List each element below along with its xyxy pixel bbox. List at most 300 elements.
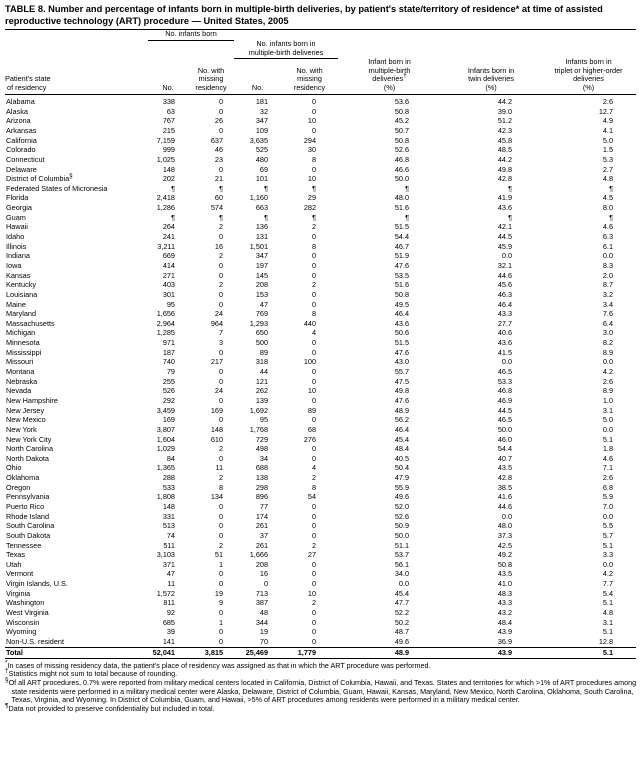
table-row: [5, 175, 636, 185]
row-pct-triplet: 3.1: [602, 617, 614, 627]
table-row: [5, 580, 636, 590]
row-pct-twin: 38.5: [497, 482, 513, 492]
row-infants-born: 811: [163, 598, 175, 608]
row-multiple-birth-infants: 713: [255, 588, 269, 598]
row-state-name: Nebraska: [6, 376, 38, 386]
header-state-line1: Patient's state: [5, 74, 51, 84]
row-multiple-birth-infants: 139: [255, 395, 269, 405]
row-multiple-birth-infants: 77: [259, 501, 269, 511]
footnote-text: Data not provided to preserve confidentiality but included in total.: [8, 703, 215, 713]
row-multiple-birth-missing: 0: [311, 338, 317, 348]
row-pct-multiple-birth: 46.4: [394, 424, 410, 434]
row-multiple-birth-missing: 276: [303, 434, 317, 444]
table-row: [5, 146, 636, 156]
row-pct-multiple-birth: 48.7: [394, 627, 410, 637]
row-infants-born: 11: [167, 579, 175, 589]
row-multiple-birth-infants: 70: [259, 636, 269, 646]
row-infants-born: 95: [166, 299, 175, 309]
row-state-name: South Carolina: [6, 521, 55, 531]
row-infants-born-missing: 0: [218, 530, 224, 540]
row-multiple-birth-infants: 101: [255, 174, 269, 184]
header-group-gap4: [441, 30, 541, 40]
row-infants-born: 215: [162, 126, 175, 135]
row-multiple-birth-infants: 1,160: [249, 193, 269, 203]
row-state-name: Delaware: [6, 164, 37, 174]
row-pct-triplet: 5.5: [602, 521, 614, 531]
row-multiple-birth-infants: 1,293: [249, 318, 269, 328]
row-pct-multiple-birth: 47.9: [394, 473, 410, 483]
row-pct-triplet: 4.6: [602, 222, 614, 232]
row-infants-born: 1,604: [156, 434, 175, 444]
header-pct-multiple: [338, 58, 441, 94]
row-multiple-birth-missing: 30: [307, 145, 317, 155]
row-infants-born: 292: [162, 395, 175, 405]
table-row: [5, 204, 636, 214]
row-multiple-birth-missing: 0: [311, 270, 317, 280]
row-infants-born-missing: 24: [214, 309, 224, 319]
row-infants-born: 1,572: [156, 588, 175, 598]
row-infants-born-missing: 0: [218, 270, 224, 280]
row-pct-triplet: 6.3: [602, 232, 614, 242]
row-state-name: Nevada: [6, 386, 32, 396]
row-pct-triplet: 3.2: [602, 289, 614, 299]
row-pct-triplet: 7.1: [602, 463, 614, 473]
row-pct-triplet: 12.8: [598, 636, 614, 646]
table-row: [5, 541, 636, 551]
row-state-name: California: [6, 135, 37, 145]
row-infants-born-missing: 2: [218, 251, 224, 261]
row-infants-born-missing: 0: [218, 299, 224, 309]
row-pct-twin: 43.6: [497, 338, 513, 348]
row-pct-twin: 45.8: [497, 135, 513, 145]
row-pct-triplet: 3.4: [602, 299, 614, 309]
row-multiple-birth-infants: 896: [255, 492, 269, 502]
row-pct-multiple-birth: 40.5: [394, 453, 410, 463]
table-row: [5, 589, 636, 599]
row-pct-triplet: 7.6: [602, 309, 614, 319]
row-infants-born: 47: [166, 569, 175, 579]
row-multiple-birth-infants: 16: [259, 569, 269, 579]
row-multiple-birth-infants: 47: [259, 299, 269, 309]
header-missing2-line1: No. with: [296, 65, 323, 75]
row-pct-triplet: 7.7: [602, 579, 614, 589]
row-infants-born-missing: 134: [210, 492, 224, 502]
row-multiple-birth-missing: 440: [303, 318, 317, 328]
row-state-name: Alaska: [6, 106, 28, 116]
table-row: [5, 184, 636, 194]
row-infants-born: 999: [162, 145, 175, 155]
row-infants-born: 1,029: [156, 444, 175, 454]
row-pct-triplet: ¶: [609, 183, 614, 193]
row-pct-multiple-birth: 51.5: [394, 338, 410, 348]
row-infants-born: 84: [166, 453, 175, 463]
row-multiple-birth-missing: 0: [311, 251, 317, 261]
row-pct-twin: 36.9: [497, 636, 513, 646]
header-missing-residency-1: [188, 58, 234, 94]
row-infants-born: 141: [162, 636, 175, 646]
row-pct-twin: 46.0: [497, 434, 513, 444]
row-pct-triplet: 6.1: [602, 241, 614, 251]
row-state-name: South Dakota: [6, 530, 51, 540]
row-pct-multiple-birth: 51.1: [394, 540, 410, 550]
row-pct-multiple-birth: 45.4: [394, 588, 410, 598]
row-pct-triplet: 1.8: [602, 444, 614, 454]
row-pct-multiple-birth: 46.4: [394, 309, 410, 319]
row-infants-born: 2,964: [156, 318, 175, 328]
row-state-name: Wisconsin: [6, 617, 40, 627]
row-pct-multiple-birth: 51.6: [394, 203, 410, 213]
table-header: [5, 30, 636, 98]
row-state-name: Virginia: [6, 588, 31, 598]
row-multiple-birth-missing: 0: [311, 415, 317, 425]
row-pct-triplet: 6.8: [602, 482, 614, 492]
row-multiple-birth-missing: 4: [311, 463, 317, 473]
row-pct-multiple-birth: 47.5: [394, 376, 410, 386]
row-pct-twin: 43.5: [497, 569, 513, 579]
row-pct-multiple-birth: 51.5: [394, 222, 410, 232]
row-multiple-birth-missing: 0: [311, 608, 317, 618]
row-state-name: Wyoming: [6, 627, 37, 637]
row-pct-multiple-birth: 49.6: [394, 636, 410, 646]
table-row: [5, 136, 636, 146]
row-pct-triplet: 3.3: [602, 550, 614, 560]
header-pct-multiple-line2: multiple-birth: [368, 65, 411, 75]
table-row: [5, 570, 636, 580]
row-pct-triplet: 0.0: [602, 251, 614, 261]
row-infants-born-missing: 1: [218, 559, 224, 569]
header-pct-twin: [441, 58, 541, 94]
row-pct-twin: ¶: [508, 183, 513, 193]
row-pct-twin: 44.5: [497, 405, 513, 415]
row-state-name: Georgia: [6, 203, 32, 213]
header-pct-multiple-footnote-mark: †: [403, 72, 407, 80]
row-multiple-birth-missing: 10: [307, 386, 317, 396]
row-multiple-birth-missing: ¶: [312, 183, 317, 193]
row-state-name: Hawaii: [6, 222, 28, 232]
row-pct-twin: 46.3: [497, 289, 513, 299]
header-group-infants-born: No. infants born: [148, 30, 234, 40]
row-multiple-birth-missing: 2: [311, 473, 317, 483]
row-multiple-birth-missing: 0: [311, 559, 317, 569]
row-infants-born-missing: 2: [218, 222, 224, 232]
row-state-name: Washington: [6, 598, 45, 608]
row-multiple-birth-infants: 261: [255, 540, 269, 550]
row-pct-multiple-birth: 52.6: [394, 511, 410, 521]
row-infants-born-missing: 24: [214, 386, 224, 396]
row-state-name: Vermont: [6, 569, 34, 579]
row-pct-triplet: 5.1: [602, 434, 614, 444]
row-infants-born-missing: 637: [210, 135, 224, 145]
table-row: [5, 435, 636, 445]
row-multiple-birth-missing: 29: [307, 193, 317, 203]
row-infants-born: 148: [162, 501, 175, 511]
row-state-name: New York City: [6, 434, 52, 444]
table-row: [5, 310, 636, 320]
row-infants-born-missing: 0: [218, 521, 224, 531]
row-multiple-birth-missing: 0: [311, 511, 317, 521]
row-pct-twin: 46.5: [497, 415, 513, 425]
row-pct-multiple-birth: 46.8: [394, 154, 410, 164]
header-missing1-line2: missing: [198, 74, 224, 84]
row-pct-multiple-birth: 50.6: [394, 328, 410, 338]
header-sub-gap5: [541, 40, 636, 58]
row-infants-born-missing: 2: [218, 280, 224, 290]
header-pct-twin-line1: Infants born in: [467, 65, 515, 75]
table-row: [5, 628, 636, 638]
row-state-name: Alabama: [6, 97, 35, 107]
header-sub-gap2: [188, 40, 234, 58]
row-infants-born: 264: [162, 222, 175, 232]
footnote-mark: *: [5, 659, 8, 667]
table-total-row: [5, 648, 636, 659]
row-pct-twin: 0.0: [501, 511, 513, 521]
row-infants-born: 685: [162, 617, 175, 627]
row-infants-born: 403: [162, 280, 175, 290]
total-infants-born-missing: 3,815: [188, 648, 234, 659]
row-multiple-birth-missing: 68: [307, 424, 317, 434]
row-multiple-birth-missing: 0: [311, 289, 317, 299]
row-infants-born-missing: 0: [218, 126, 224, 135]
header-pct-multiple-line4: (%): [383, 82, 396, 92]
table-row: [5, 493, 636, 503]
total-infants-born: 52,041: [148, 648, 188, 659]
row-infants-born-missing: 610: [210, 434, 224, 444]
row-infants-born: 169: [162, 415, 175, 425]
total-pct-twin: 43.9: [441, 648, 541, 659]
row-pct-twin: 45.6: [497, 280, 513, 290]
table-row: [5, 367, 636, 377]
row-pct-triplet: 4.5: [602, 193, 614, 203]
row-pct-twin: 43.2: [497, 608, 513, 618]
row-pct-twin: 48.0: [497, 521, 513, 531]
table-row: [5, 339, 636, 349]
row-pct-twin: 54.4: [497, 444, 513, 454]
table-body: [5, 98, 636, 660]
row-infants-born: 187: [162, 347, 175, 357]
row-pct-multiple-birth: 50.4: [394, 463, 410, 473]
row-multiple-birth-infants: 131: [255, 232, 269, 242]
row-multiple-birth-infants: 650: [255, 328, 269, 338]
table-row: [5, 474, 636, 484]
header-group-multiple-line1: No. infants born in: [256, 39, 316, 49]
row-state-name: Pennsylvania: [6, 492, 50, 502]
row-state-name: Federated States of Micronesia: [6, 183, 108, 193]
row-pct-twin: 44.5: [497, 232, 513, 242]
row-infants-born-missing: 0: [218, 636, 224, 646]
row-multiple-birth-infants: 344: [255, 617, 269, 627]
row-infants-born-missing: 964: [210, 318, 224, 328]
footnote-text: In cases of missing residency data, the patient's place of residency was assigned as that in which the ART procedure was performed.: [7, 660, 431, 670]
row-infants-born-missing: 0: [218, 569, 224, 579]
row-pct-triplet: 2.0: [602, 270, 614, 280]
row-pct-triplet: 5.0: [602, 135, 614, 145]
row-state-name: New Mexico: [6, 415, 46, 425]
row-pct-multiple-birth: 50.8: [394, 106, 410, 116]
row-multiple-birth-missing: 4: [311, 328, 317, 338]
table-row: [5, 233, 636, 243]
table-row: [5, 377, 636, 387]
row-state-name: North Carolina: [6, 444, 54, 454]
row-multiple-birth-infants: 387: [255, 598, 269, 608]
row-pct-multiple-birth: 43.6: [394, 318, 410, 328]
row-infants-born-missing: 0: [218, 501, 224, 511]
row-infants-born: 202: [162, 174, 175, 184]
header-pct-triplet-line2: triplet or higher-order: [554, 65, 623, 75]
row-pct-triplet: 4.2: [602, 367, 614, 377]
row-pct-multiple-birth: 54.4: [394, 232, 410, 242]
row-infants-born: 79: [166, 367, 175, 377]
footnote-mark: †: [5, 668, 9, 676]
row-pct-multiple-birth: 50.2: [394, 617, 410, 627]
row-infants-born-missing: 148: [210, 424, 224, 434]
row-infants-born: 971: [162, 338, 175, 348]
row-multiple-birth-missing: 8: [311, 482, 317, 492]
row-multiple-birth-missing: 0: [311, 299, 317, 309]
row-pct-multiple-birth: 55.7: [394, 367, 410, 377]
row-multiple-birth-infants: 0: [263, 579, 269, 589]
row-state-name: Kansas: [6, 270, 31, 280]
row-pct-twin: 53.3: [497, 376, 513, 386]
row-multiple-birth-missing: 0: [311, 530, 317, 540]
total-multiple-birth-infants: 25,469: [234, 648, 281, 659]
row-pct-multiple-birth: 46.7: [394, 241, 410, 251]
row-pct-multiple-birth: 50.0: [394, 174, 410, 184]
row-pct-multiple-birth: 53.6: [394, 97, 410, 107]
row-pct-triplet: 4.8: [602, 608, 614, 618]
row-pct-multiple-birth: ¶: [405, 183, 410, 193]
row-multiple-birth-infants: 145: [255, 270, 269, 280]
header-group-gap5: [541, 30, 636, 40]
row-multiple-birth-missing: 0: [311, 106, 317, 116]
table-row: [5, 512, 636, 522]
row-state-name: Oklahoma: [6, 473, 40, 483]
row-pct-multiple-birth: 47.6: [394, 260, 410, 270]
total-label: Total: [5, 648, 148, 659]
table-row: [5, 608, 636, 618]
row-multiple-birth-infants: 44: [259, 367, 269, 377]
row-infants-born-missing: 2: [218, 473, 224, 483]
row-multiple-birth-missing: 0: [311, 627, 317, 637]
row-multiple-birth-missing: 0: [311, 395, 317, 405]
row-multiple-birth-infants: 109: [255, 126, 269, 135]
row-state-name: Rhode Island: [6, 511, 50, 521]
row-multiple-birth-missing: 2: [311, 222, 317, 232]
row-infants-born-missing: 26: [214, 116, 224, 126]
table-row: [5, 261, 636, 271]
row-infants-born: 1,025: [156, 154, 175, 164]
row-pct-twin: ¶: [508, 212, 513, 222]
row-infants-born-missing: 169: [210, 405, 224, 415]
row-multiple-birth-infants: 32: [259, 106, 269, 116]
row-pct-triplet: 5.7: [602, 530, 614, 540]
row-infants-born-missing: 0: [218, 627, 224, 637]
row-multiple-birth-missing: 0: [311, 260, 317, 270]
row-infants-born: 1,286: [156, 203, 175, 213]
row-multiple-birth-infants: 89: [259, 347, 269, 357]
row-pct-multiple-birth: 55.9: [394, 482, 410, 492]
row-infants-born-missing: 0: [218, 106, 224, 116]
row-infants-born-missing: 1: [218, 617, 224, 627]
row-pct-triplet: 4.6: [602, 453, 614, 463]
row-pct-twin: 40.7: [497, 453, 513, 463]
row-infants-born-missing: 217: [210, 357, 224, 367]
row-infants-born: 288: [162, 473, 175, 483]
row-pct-multiple-birth: 56.2: [394, 415, 410, 425]
row-infants-born: 3,459: [156, 405, 175, 415]
row-pct-triplet: 8.3: [602, 260, 614, 270]
row-infants-born: 39: [166, 627, 175, 637]
table-row: [5, 252, 636, 262]
row-pct-multiple-birth: 48.0: [394, 193, 410, 203]
table-row: [5, 117, 636, 127]
table-row: [5, 464, 636, 474]
header-group-gap3: [338, 30, 441, 40]
table-row: [5, 618, 636, 628]
row-pct-triplet: 2.6: [602, 376, 614, 386]
row-multiple-birth-infants: 208: [255, 280, 269, 290]
row-multiple-birth-missing: 0: [311, 636, 317, 646]
row-multiple-birth-missing: 8: [311, 241, 317, 251]
row-infants-born-missing: 3: [218, 338, 224, 348]
row-infants-born: 92: [166, 608, 175, 618]
row-pct-twin: 44.2: [497, 154, 513, 164]
row-pct-twin: 41.9: [497, 193, 513, 203]
row-pct-twin: 42.8: [497, 174, 513, 184]
row-multiple-birth-missing: 10: [307, 116, 317, 126]
table-row: [5, 290, 636, 300]
row-infants-born: 513: [162, 521, 175, 531]
row-pct-twin: 32.1: [497, 260, 513, 270]
row-infants-born: 1,808: [156, 492, 175, 502]
row-multiple-birth-missing: 0: [311, 453, 317, 463]
row-infants-born-missing: 7: [218, 328, 224, 338]
row-pct-twin: 45.9: [497, 241, 513, 251]
row-infants-born: 3,807: [156, 424, 175, 434]
row-infants-born: 669: [162, 251, 175, 261]
table-row: [5, 406, 636, 416]
total-pct-multiple-birth: 48.9: [338, 648, 441, 659]
row-pct-triplet: 8.9: [602, 347, 614, 357]
row-infants-born-missing: 9: [218, 598, 224, 608]
row-pct-twin: 39.0: [497, 106, 513, 116]
row-multiple-birth-missing: 0: [311, 569, 317, 579]
row-pct-triplet: 4.8: [602, 174, 614, 184]
row-pct-triplet: 4.1: [602, 126, 614, 135]
row-multiple-birth-missing: 54: [307, 492, 317, 502]
row-infants-born-missing: 0: [218, 579, 224, 589]
table-row: [5, 425, 636, 435]
row-multiple-birth-missing: 27: [307, 550, 317, 560]
row-pct-multiple-birth: 53.7: [394, 550, 410, 560]
row-state-name: District of Columbia§: [6, 173, 73, 184]
row-infants-born-missing: 8: [218, 482, 224, 492]
row-pct-triplet: 2.7: [602, 164, 614, 174]
row-infants-born: 3,211: [157, 241, 175, 251]
row-infants-born-missing: 0: [218, 367, 224, 377]
table-row: [5, 194, 636, 204]
row-pct-triplet: 5.0: [602, 415, 614, 425]
row-pct-multiple-birth: 53.5: [394, 270, 410, 280]
table-row: [5, 155, 636, 165]
table-row: [5, 551, 636, 561]
row-multiple-birth-infants: 1,501: [249, 241, 269, 251]
row-pct-triplet: 2.6: [602, 473, 614, 483]
row-multiple-birth-infants: 181: [255, 97, 269, 107]
table-row: [5, 107, 636, 117]
row-pct-twin: 43.5: [497, 463, 513, 473]
row-pct-twin: 48.5: [497, 145, 513, 155]
row-pct-multiple-birth: 47.6: [394, 395, 410, 405]
